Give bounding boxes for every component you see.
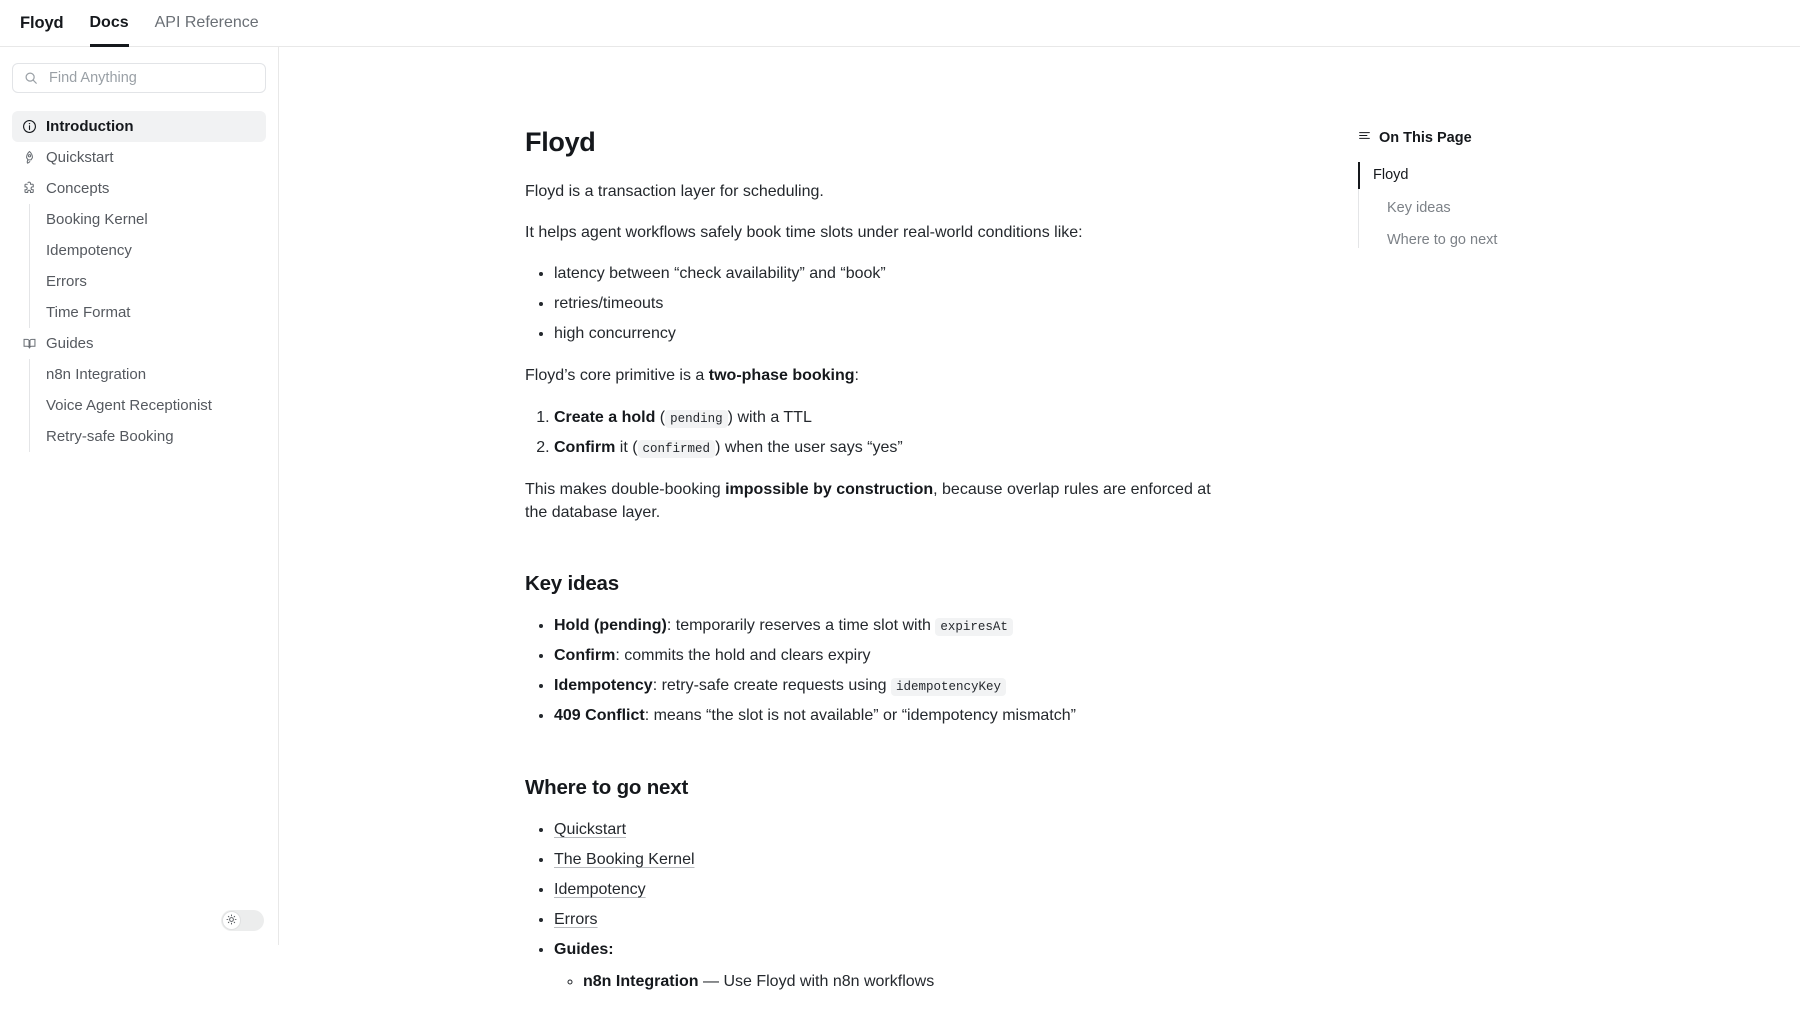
section-heading-where-to-go-next: Where to go next — [525, 775, 689, 799]
inline-code-idempotencykey: idempotencyKey — [891, 678, 1006, 696]
sidebar-subgroup-concepts — [29, 204, 266, 328]
toc-item-floyd[interactable]: Floyd — [1359, 168, 1608, 183]
guides-label: Guides: — [554, 940, 614, 958]
key-idea-text: : commits the hold and clears expiry — [615, 646, 871, 664]
phase-open: it ( — [615, 438, 638, 456]
inline-code-confirmed: confirmed — [638, 440, 716, 458]
link-errors[interactable]: Errors — [554, 910, 598, 928]
key-idea-term: Confirm — [554, 646, 616, 664]
sidebar-item-booking-kernel[interactable]: Booking Kernel — [46, 211, 148, 228]
double-booking-lead: This makes double-booking — [525, 480, 726, 498]
theme-toggle[interactable] — [221, 910, 264, 931]
sidebar-item-time-format[interactable]: Time Format — [46, 304, 131, 321]
rocket-icon — [21, 150, 37, 166]
sidebar-item-label: Concepts — [46, 180, 110, 197]
sidebar-item-label: Guides — [46, 335, 94, 352]
list-item: • high concurrency — [554, 322, 1225, 346]
tab-docs[interactable] — [90, 0, 129, 47]
sidebar-item-label: Quickstart — [46, 149, 114, 166]
toc-list — [1358, 168, 1608, 248]
list-item — [554, 614, 1225, 638]
sidebar-item-idempotency[interactable]: Idempotency — [46, 242, 132, 259]
page-shell — [0, 47, 1800, 990]
phase-tail: with a TTL — [737, 408, 812, 426]
list-item-guides — [554, 938, 1225, 994]
phase-close: ) — [715, 438, 725, 456]
search-input[interactable] — [47, 69, 255, 87]
key-idea-term: 409 Conflict — [554, 706, 645, 724]
top-navigation-bar — [0, 0, 1800, 47]
book-icon — [21, 336, 37, 352]
list-item — [583, 970, 1225, 994]
guides-sublist — [554, 970, 1225, 994]
sidebar-item-errors[interactable]: Errors — [46, 273, 87, 290]
theme-toggle-knob — [222, 911, 241, 930]
sidebar-nav — [12, 111, 266, 452]
list-item — [554, 908, 1225, 932]
puzzle-piece-icon — [21, 181, 37, 197]
tab-docs-label: Docs — [89, 14, 129, 31]
list-item: • latency between “check availability” and “book” — [554, 262, 1225, 286]
sidebar-item-introduction[interactable] — [12, 111, 266, 142]
key-idea-term: Hold (pending) — [554, 616, 667, 634]
where-next-list — [525, 818, 1225, 994]
list-item — [554, 644, 1225, 668]
toc-item-where-to-go-next[interactable]: Where to go next — [1387, 232, 1498, 248]
theme-toggle-container — [0, 910, 278, 931]
list-icon — [1358, 129, 1371, 146]
key-idea-text: : retry-safe create requests using — [652, 676, 892, 694]
link-quickstart[interactable]: Quickstart — [554, 820, 627, 838]
tab-api-reference-label: API Reference — [154, 14, 259, 31]
list-item: • retries/timeouts — [554, 292, 1225, 316]
two-phase-list — [525, 406, 1225, 460]
article-body — [525, 47, 1225, 1012]
list-item — [554, 436, 1225, 460]
guide-name: n8n Integration — [583, 972, 699, 990]
search-icon — [23, 70, 39, 86]
primitive-bold: two-phase booking — [708, 367, 855, 385]
intro-paragraph-1: Floyd is a transaction layer for scheduling. — [525, 183, 824, 200]
key-idea-term: Idempotency — [554, 676, 653, 694]
core-primitive-paragraph — [525, 364, 1225, 387]
toc-item-key-ideas[interactable]: Key ideas — [1387, 199, 1451, 216]
primitive-tail: : — [854, 367, 859, 385]
info-circle-icon — [21, 119, 37, 135]
brand-logo[interactable]: Floyd — [20, 13, 64, 32]
toc-heading-label: On This Page — [1379, 129, 1472, 146]
list-item — [554, 674, 1225, 698]
link-idempotency[interactable]: Idempotency — [554, 880, 646, 898]
sidebar-item-label: Introduction — [46, 118, 134, 135]
section-heading-key-ideas: Key ideas — [525, 571, 619, 595]
list-item — [554, 878, 1225, 902]
link-the-booking-kernel[interactable]: The Booking Kernel — [554, 850, 695, 868]
sun-icon — [226, 912, 237, 930]
list-item — [554, 704, 1225, 728]
sidebar-item-retry-safe-booking[interactable]: Retry-safe Booking — [46, 428, 174, 445]
phase-label: Create a hold — [554, 408, 656, 426]
conditions-list — [525, 262, 1225, 346]
key-ideas-list — [525, 614, 1225, 728]
sidebar-item-voice-agent-receptionist[interactable]: Voice Agent Receptionist — [46, 397, 212, 414]
inline-code-expiresat: expiresAt — [935, 618, 1013, 636]
sidebar-item-quickstart[interactable] — [12, 142, 266, 173]
tab-api-reference[interactable] — [155, 0, 259, 47]
phase-close: ) — [727, 408, 738, 426]
key-idea-text: : temporarily reserves a time slot with — [666, 616, 936, 634]
double-booking-bold: impossible by construction — [725, 480, 934, 498]
sidebar-item-n8n-integration[interactable]: n8n Integration — [46, 366, 147, 383]
search-box[interactable] — [12, 63, 266, 93]
intro-paragraph-2: It helps agent workflows safely book time slots under real-world conditions like: — [525, 224, 1083, 242]
guide-description: — Use Floyd with n8n workflows — [698, 972, 935, 990]
toc-heading — [1358, 129, 1608, 146]
inline-code-pending: pending — [665, 410, 728, 428]
double-booking-tail: , because overlap rules are enforced at the database layer. — [525, 480, 1211, 521]
phase-tail: when the user says “yes” — [724, 438, 903, 456]
double-booking-paragraph — [525, 478, 1225, 524]
list-item — [554, 818, 1225, 842]
list-item — [554, 848, 1225, 872]
phase-label: Confirm — [554, 438, 616, 456]
primitive-lead: Floyd’s core primitive is a — [525, 367, 709, 385]
page-title: Floyd — [525, 127, 596, 157]
on-this-page-toc — [1358, 47, 1608, 266]
sidebar-item-guides[interactable] — [12, 328, 266, 359]
phase-open: ( — [655, 408, 666, 426]
main-content — [279, 47, 1800, 990]
sidebar-subgroup-guides — [29, 359, 266, 452]
key-idea-text: : means “the slot is not available” or “idempotency mismatch” — [644, 706, 1076, 724]
sidebar-item-concepts[interactable] — [12, 173, 266, 204]
list-item — [554, 406, 1225, 430]
sidebar — [0, 47, 279, 945]
